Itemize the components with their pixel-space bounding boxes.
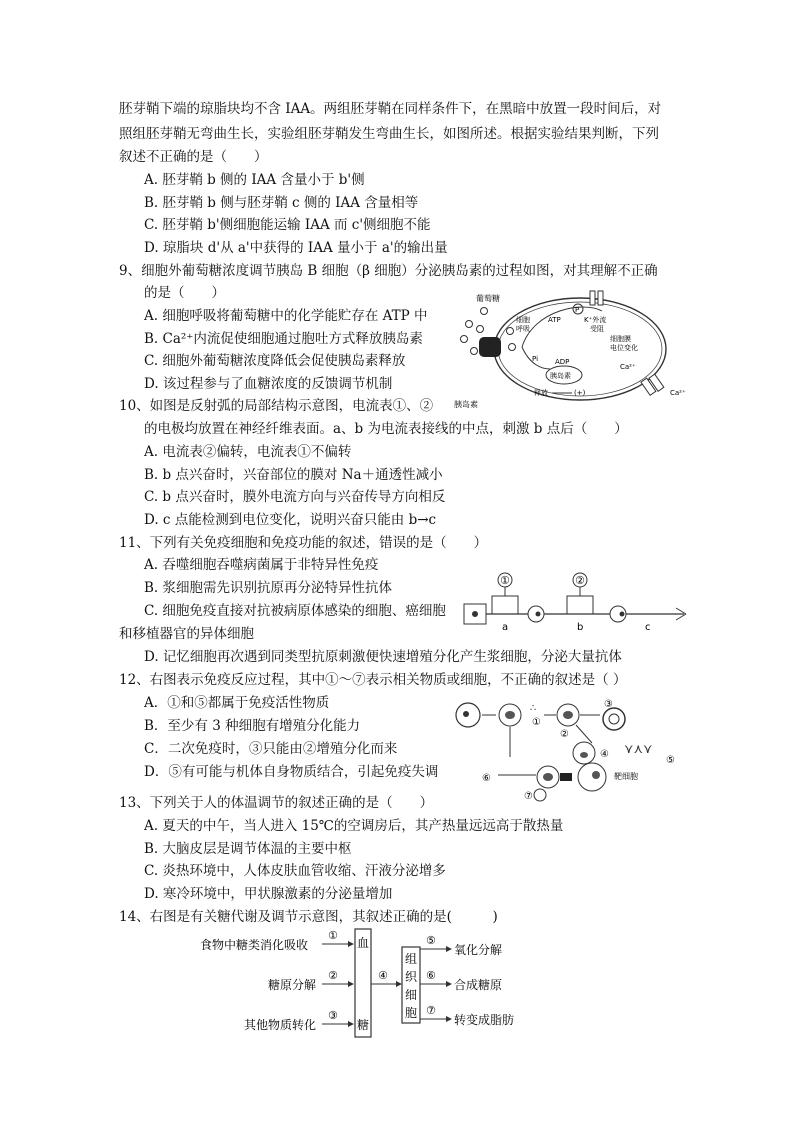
synapse-1-dot	[536, 612, 541, 617]
q13-option-c: C. 炎热环境中，人体皮肤血管收缩、汗液分泌增多	[144, 863, 446, 879]
atp-label: ATP	[548, 316, 561, 324]
glucose-dot	[461, 336, 468, 343]
q13-option-a: A. 夏天的中午，当人进入 15℃的空调房后，其产热量远远高于散热量	[144, 818, 564, 834]
label-3: ③	[328, 1009, 338, 1022]
arrow-6-head	[446, 981, 452, 987]
glucose-dot	[471, 348, 478, 355]
label-1: ①	[532, 717, 541, 728]
galvanometer-2-wires	[567, 596, 593, 614]
q10-stem-line-2: 的电极均放置在神经纤维表面。a、b 为电流表接线的中点，刺激 b 点后（ ）	[144, 421, 628, 437]
label-2: ②	[328, 969, 338, 982]
q13-stem: 13、下列关于人的体温调节的叙述正确的是（ ）	[119, 795, 434, 811]
memory-t-cell	[534, 789, 546, 801]
memory-cell	[603, 708, 625, 730]
target-cell	[578, 763, 606, 791]
label-1: ①	[328, 929, 338, 942]
fiber-end	[676, 608, 686, 614]
galvanometer-1-label: ①	[500, 574, 510, 587]
q9-option-d: D. 该过程参与了血糖浓度的反馈调节机制	[144, 376, 393, 392]
p-label: P	[575, 306, 580, 314]
glucose-dot	[477, 326, 484, 333]
q8-option-d: D. 琼脂块 d'从 a'中获得的 IAA 量小于 a'的输出量	[144, 240, 448, 256]
source-food: 食物中糖类消化吸收	[200, 938, 309, 952]
tissue-label-3: 细	[405, 988, 418, 1002]
point-b-label: b	[577, 622, 584, 632]
blood-label-2: 糖	[357, 1018, 370, 1032]
point-a-label: a	[502, 622, 509, 632]
glucose-dot	[509, 344, 516, 351]
b-cell-nucleus	[563, 711, 573, 719]
q12-option-b: B．至少有 3 种细胞有增殖分化能力	[144, 718, 361, 734]
arrow-4-head	[396, 981, 402, 987]
cytokine-dots: ∴	[530, 703, 537, 714]
q11-option-a: A. 吞噬细胞吞噬病菌属于非特异性免疫	[144, 557, 379, 573]
memory-cell-ring	[609, 714, 619, 724]
glucose-dot	[507, 328, 514, 335]
resp-label-2: 呼吸	[516, 325, 530, 333]
fiber-end	[676, 614, 686, 620]
q11-option-c-cont: 和移植器官的异体细胞	[119, 626, 254, 642]
ca-out-label: Ca²⁺	[670, 389, 686, 397]
glucose-dot	[466, 321, 473, 328]
q8-option-a: A. 胚芽鞘 b 侧的 IAA 含量小于 b'侧	[144, 172, 365, 188]
glucose-metabolism-figure	[196, 925, 532, 1041]
arrow	[576, 725, 592, 743]
label-2: ②	[560, 729, 569, 740]
point-c-label: c	[645, 622, 651, 632]
q12-option-a: A．①和⑤都属于免疫活性物质	[144, 695, 330, 711]
q10-option-d: D. c 点能检测到电位变化，说明兴奋只能由 b→c	[144, 512, 437, 528]
q8-text-line-3: 叙述不正确的是（ ）	[119, 149, 268, 165]
tissue-label-1: 组	[405, 952, 418, 966]
q8-text-line-1: 胚芽鞘下端的琼脂块均不含 IAA。两组胚芽鞘在同样条件下，在黑暗中放置一段时间后，对	[119, 101, 662, 117]
k-label-2: 受阻	[590, 325, 604, 333]
output-glycogen: 合成糖原	[454, 978, 503, 992]
effector-t-nucleus	[543, 773, 553, 781]
k-label-1: K⁺外流	[584, 316, 607, 324]
plasma-cell-nucleus	[580, 752, 588, 758]
synapse-2-dot	[620, 612, 625, 617]
q13-option-b: B. 大脑皮层是调节体温的主要中枢	[144, 841, 352, 857]
label-6: ⑥	[482, 773, 491, 784]
release-label: 释放	[534, 389, 548, 397]
resp-label-1: 细胞	[516, 316, 530, 324]
q12-option-c: C．二次免疫时，③只能由②增殖分化而来	[144, 741, 398, 757]
label-6: ⑥	[426, 969, 436, 982]
label-7: ⑦	[426, 1004, 436, 1017]
arrow-2-head	[348, 981, 354, 987]
q12-option-d: D．⑤有可能与机体自身物质结合，引起免疫失调	[144, 764, 439, 780]
tissue-label-2: 织	[405, 970, 418, 984]
source-glycogen: 糖原分解	[268, 978, 317, 992]
q9-stem-line-2: 的是（ ）	[144, 285, 225, 301]
arrow-1-head	[348, 941, 354, 947]
tissue-label-4: 胞	[405, 1006, 418, 1020]
q14-stem: 14、右图是有关糖代谢及调节示意图，其叙述正确的是( )	[119, 909, 498, 925]
target-cell-label: 靶细胞	[614, 772, 638, 781]
nucleus-left	[472, 611, 478, 617]
insulin-out-label: 胰岛素	[454, 400, 478, 409]
q10-option-c: C. b 点兴奋时，膜外电流方向与兴奋传导方向相反	[144, 489, 446, 505]
plus-label: (+)	[574, 389, 586, 397]
label-5: ⑤	[666, 755, 675, 766]
output-oxidation: 氧化分解	[454, 943, 503, 957]
q11-option-c: C. 细胞免疫直接对抗被病原体感染的细胞、癌细胞	[144, 603, 446, 619]
antibodies: ⋎⋏⋎	[624, 742, 653, 757]
galvanometer-2-label: ②	[575, 574, 585, 587]
q9-option-b: B. Ca²⁺内流促使细胞通过胞吐方式释放胰岛素	[144, 331, 423, 347]
target-cell-nucleus	[592, 771, 600, 779]
glucose-transporter	[479, 337, 501, 357]
q13-option-d: D. 寒冷环境中，甲状腺激素的分泌量增加	[144, 886, 393, 902]
pi-label: Pi	[532, 355, 539, 363]
q11-stem: 11、下列有关免疫细胞和免疫功能的叙述，错误的是（ ）	[119, 535, 488, 551]
galvanometer-1-wires	[492, 596, 518, 614]
q10-option-b: B. b 点兴奋时，兴奋部位的膜对 Na＋通透性减小	[144, 467, 443, 483]
immune-response-figure	[444, 695, 690, 803]
k-channel-right	[598, 291, 603, 305]
q11-option-b: B. 浆细胞需先识别抗原再分泌特异性抗体	[144, 580, 393, 596]
label-7: ⑦	[524, 791, 533, 802]
reflex-arc-figure	[462, 568, 692, 632]
label-4: ④	[600, 749, 609, 760]
q11-option-d: D. 记忆细胞再次遇到同类型抗原刺激便快速增殖分化产生浆细胞，分泌大量抗体	[144, 649, 622, 665]
beta-cell-figure	[452, 289, 690, 411]
t-cell-nucleus	[505, 711, 515, 719]
q8-text-line-2: 照组胚芽鞘无弯曲生长，实验组胚芽鞘发生弯曲生长，如图所述。根据实验结果判断，下列	[119, 126, 659, 142]
q9-stem-line-1: 9、细胞外葡萄糖浓度调节胰岛 B 细胞（β 细胞）分泌胰岛素的过程如图，对其理解不正确	[119, 263, 658, 279]
membrane-label-1: 细胞膜	[610, 335, 631, 343]
adp-label: ADP	[555, 358, 570, 366]
arrow-3-head	[348, 1021, 354, 1027]
q8-option-c: C. 胚芽鞘 b'侧细胞能运输 IAA 而 c'侧细胞不能	[144, 217, 431, 233]
output-fat: 转变成脂肪	[454, 1013, 515, 1027]
label-5: ⑤	[426, 934, 436, 947]
blood-label-1: 血	[357, 936, 370, 950]
q12-stem: 12、右图表示免疫反应过程，其中①～⑦表示相关物质或细胞，不正确的叙述是（ ）	[119, 672, 627, 688]
glucose-label: 葡萄糖	[476, 294, 500, 303]
label-3: ③	[604, 699, 613, 710]
insulin-box-label: 胰岛素	[550, 372, 571, 380]
q10-stem-line-1: 10、如图是反射弧的局部结构示意图，电流表①、②	[119, 398, 434, 414]
arrow-5-head	[446, 946, 452, 952]
arrow-7-head	[446, 1016, 452, 1022]
apc-nucleus	[463, 711, 469, 717]
q9-option-a: A. 细胞呼吸将葡萄糖中的化学能贮存在 ATP 中	[144, 308, 428, 324]
glucose-dot	[481, 308, 488, 315]
membrane-label-2: 电位变化	[610, 344, 638, 352]
q10-option-a: A. 电流表②偏转，电流表①不偏转	[144, 444, 352, 460]
ca-in-label: Ca²⁺	[620, 363, 636, 371]
q9-option-c: C. 细胞外葡萄糖浓度降低会促使胰岛素释放	[144, 353, 406, 369]
q8-option-b: B. 胚芽鞘 b 侧与胚芽鞘 c 侧的 IAA 含量相等	[144, 195, 419, 211]
source-other: 其他物质转化	[244, 1018, 317, 1032]
label-4: ④	[378, 969, 388, 982]
k-channel-left	[590, 291, 595, 305]
contact-mark	[560, 773, 572, 781]
